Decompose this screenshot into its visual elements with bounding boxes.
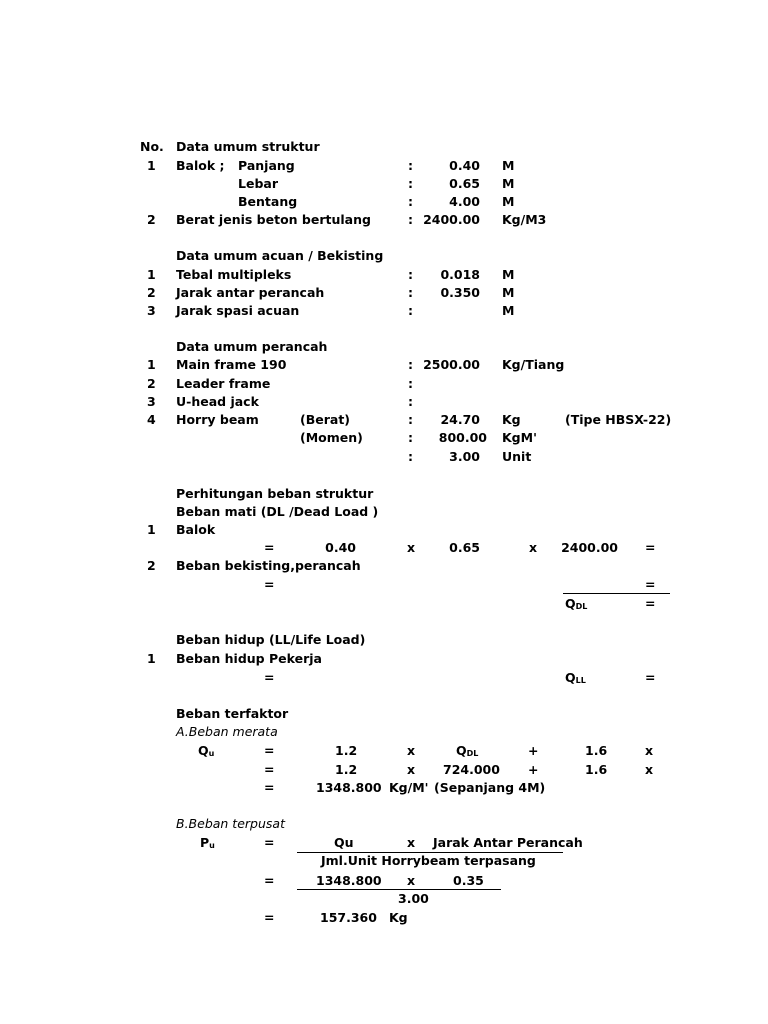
bekisting-label: Beban bekisting,perancah (176, 558, 361, 573)
colon: : (408, 267, 413, 282)
colon: : (408, 412, 413, 427)
section-title-struktur: Data umum struktur (176, 139, 320, 154)
column-no-header: No. (140, 139, 164, 154)
factor-ll: 1.6 (585, 743, 608, 758)
horry-berat-value: 24.70 (440, 412, 480, 427)
equals-sign: = (645, 670, 656, 685)
horry-berat-unit: Kg (502, 412, 521, 427)
row-number: 1 (147, 522, 156, 537)
section-title-perancah: Data umum perancah (176, 339, 328, 354)
multiply-sign: x (645, 743, 654, 758)
section-title-acuan: Data umum acuan / Bekisting (176, 248, 384, 263)
main-frame-label: Main frame 190 (176, 357, 287, 372)
qu-symbol: Qu (334, 835, 354, 850)
lebar-unit: M (502, 176, 515, 191)
row-number: 1 (147, 651, 156, 666)
dl-lebar: 0.65 (449, 540, 480, 555)
row-number: 2 (147, 558, 156, 573)
momen-sublabel: (Momen) (300, 430, 363, 445)
berat-jenis-value: 2400.00 (423, 212, 480, 227)
equals-sign: = (264, 743, 275, 758)
factor-ll: 1.6 (585, 762, 608, 777)
horry-momen-unit: KgM' (502, 430, 537, 445)
u-head-jack-label: U-head jack (176, 394, 259, 409)
colon: : (408, 394, 413, 409)
equals-sign: = (264, 873, 275, 888)
horry-beam-label: Horry beam (176, 412, 259, 427)
sum-underline (563, 593, 670, 594)
lebar-label: Lebar (238, 176, 278, 191)
equals-sign: = (264, 910, 275, 925)
horry-momen-value: 800.00 (438, 430, 487, 445)
factor-dl: 1.2 (335, 743, 358, 758)
equals-sign: = (264, 577, 275, 592)
sepanjang-note: (Sepanjang 4M) (434, 780, 546, 795)
colon: : (408, 194, 413, 209)
bentang-value: 4.00 (449, 194, 480, 209)
colon: : (408, 303, 413, 318)
equals-sign: = (645, 577, 656, 592)
row-number: 4 (147, 412, 156, 427)
dead-load-title: Beban mati (DL /Dead Load ) (176, 504, 379, 519)
balok-label: Balok ; (176, 158, 225, 173)
balok-dl-label: Balok (176, 522, 216, 537)
main-frame-unit: Kg/Tiang (502, 357, 565, 372)
row-number: 3 (147, 303, 156, 318)
jarak-perancah-unit: M (502, 285, 515, 300)
row-number: 1 (147, 158, 156, 173)
qu-result: 1348.800 (316, 780, 382, 795)
colon: : (408, 176, 413, 191)
panjang-unit: M (502, 158, 515, 173)
equals-sign: = (645, 596, 656, 611)
jarak-perancah-value: 0.350 (440, 285, 480, 300)
horry-unit-unit: Unit (502, 449, 532, 464)
panjang-value: 0.40 (449, 158, 480, 173)
qdl-symbol: $Q_{DL}$ (456, 743, 479, 758)
multiply-sign: x (645, 762, 654, 777)
jml-unit-label: Jml.Unit Horrybeam terpasang (321, 853, 536, 868)
equals-sign: = (645, 540, 656, 555)
colon: : (408, 449, 413, 464)
beban-merata-title: A.Beban merata (176, 724, 278, 739)
jarak-spasi-label: Jarak spasi acuan (176, 303, 300, 318)
berat-jenis-unit: Kg/M3 (502, 212, 547, 227)
bentang-label: Bentang (238, 194, 298, 209)
equals-sign: = (264, 835, 275, 850)
colon: : (408, 376, 413, 391)
multiply-sign: x (407, 743, 416, 758)
qu-result: 1348.800 (316, 873, 382, 888)
pu-unit: Kg (389, 910, 408, 925)
equals-sign: = (264, 762, 275, 777)
pu-label: $P_u$ (200, 835, 215, 850)
terfaktor-title: Beban terfaktor (176, 706, 289, 721)
row-number: 2 (147, 285, 156, 300)
row-number: 1 (147, 267, 156, 282)
fraction-line (297, 889, 501, 890)
colon: : (408, 158, 413, 173)
main-frame-value: 2500.00 (423, 357, 480, 372)
section-title-perhitungan: Perhitungan beban struktur (176, 486, 374, 501)
equals-sign: = (264, 670, 275, 685)
pekerja-label: Beban hidup Pekerja (176, 651, 322, 666)
multiply-sign: x (407, 873, 416, 888)
dl-panjang: 0.40 (325, 540, 356, 555)
bentang-unit: M (502, 194, 515, 209)
berat-sublabel: (Berat) (300, 412, 351, 427)
multiply-sign: x (407, 762, 416, 777)
qu-unit: Kg/M' (389, 780, 429, 795)
row-number: 3 (147, 394, 156, 409)
row-number: 1 (147, 357, 156, 372)
colon: : (408, 285, 413, 300)
multiply-sign: x (529, 540, 538, 555)
pu-result: 157.360 (320, 910, 377, 925)
berat-jenis-label: Berat jenis beton bertulang (176, 212, 371, 227)
tebal-multipleks-value: 0.018 (440, 267, 480, 282)
colon: : (408, 212, 413, 227)
tebal-multipleks-unit: M (502, 267, 515, 282)
unit-count-value: 3.00 (398, 891, 429, 906)
qu-label: $Q_u$ (198, 743, 215, 758)
factor-dl: 1.2 (335, 762, 358, 777)
qdl-value: 724.000 (443, 762, 500, 777)
row-number: 2 (147, 376, 156, 391)
live-load-title: Beban hidup (LL/Life Load) (176, 632, 366, 647)
dl-berat-jenis: 2400.00 (561, 540, 618, 555)
jarak-perancah-label: Jarak antar perancah (176, 285, 325, 300)
row-number: 2 (147, 212, 156, 227)
leader-frame-label: Leader frame (176, 376, 271, 391)
equals-sign: = (264, 540, 275, 555)
tipe-note: (Tipe HBSX-22) (565, 412, 672, 427)
colon: : (408, 357, 413, 372)
plus-sign: + (528, 762, 539, 777)
multiply-sign: x (407, 835, 416, 850)
beban-terpusat-title: B.Beban terpusat (176, 816, 285, 831)
qll-label: $Q_{LL}$ (565, 670, 586, 685)
horry-unit-value: 3.00 (449, 449, 480, 464)
jarak-antar-perancah-label: Jarak Antar Perancah (433, 835, 583, 850)
equals-sign: = (264, 780, 275, 795)
multiply-sign: x (407, 540, 416, 555)
jarak-spasi-unit: M (502, 303, 515, 318)
jarak-value: 0.35 (453, 873, 484, 888)
tebal-multipleks-label: Tebal multipleks (176, 267, 292, 282)
panjang-label: Panjang (238, 158, 295, 173)
qdl-label: $Q_{DL}$ (565, 596, 588, 611)
plus-sign: + (528, 743, 539, 758)
colon: : (408, 430, 413, 445)
lebar-value: 0.65 (449, 176, 480, 191)
